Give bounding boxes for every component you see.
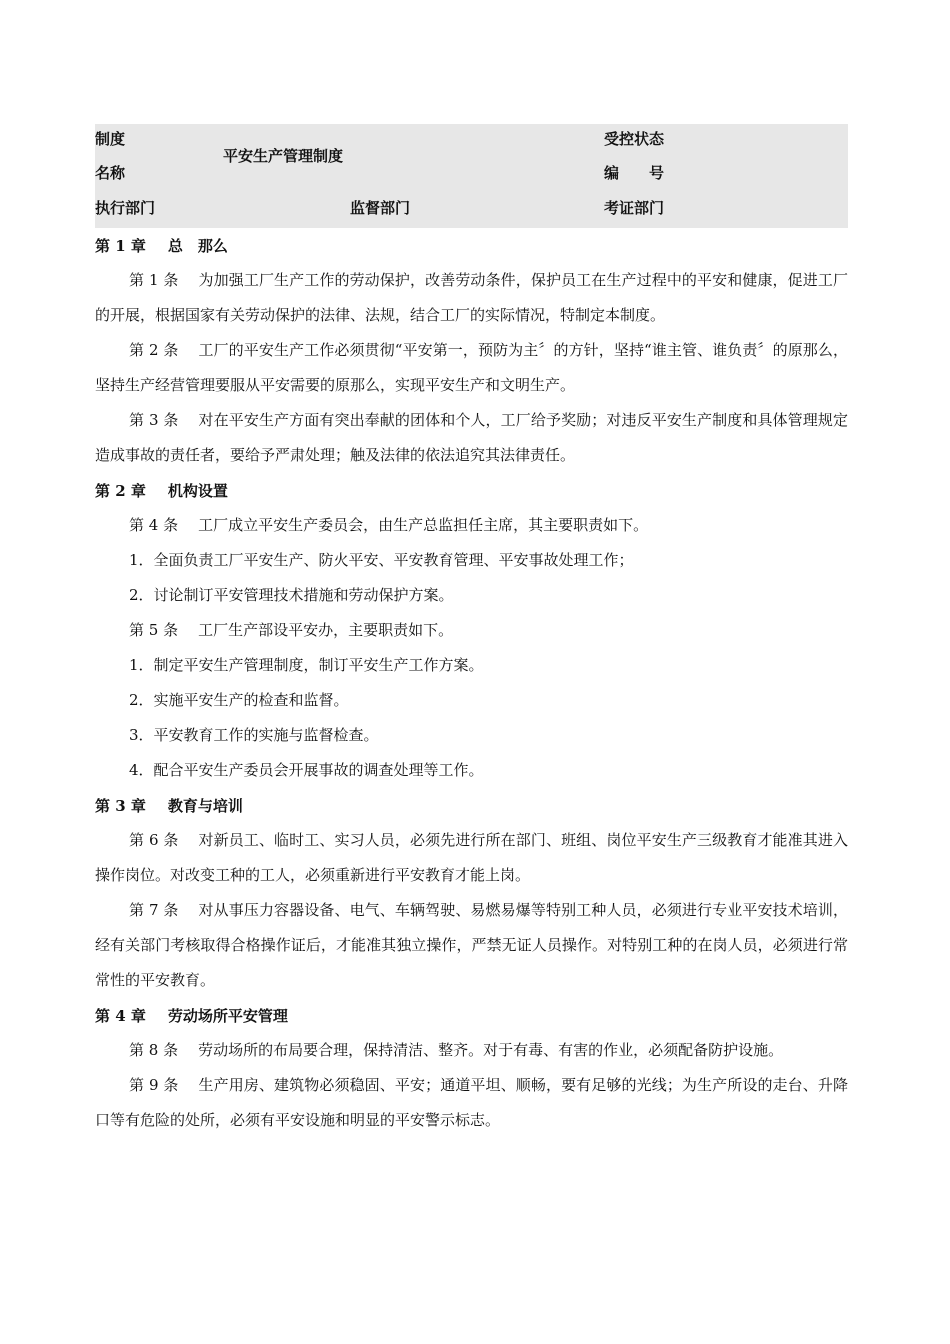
article — [95, 263, 848, 333]
cert-dept-label: 考证部门 — [604, 199, 665, 217]
chapter-heading — [95, 473, 848, 508]
article-number: 第 6 条 — [129, 831, 179, 849]
article-text: 对在平安生产方面有突出奉献的团体和个人，工厂给予奖励；对违反平安生产制度和具体管理规定造成事故的责任者，要给予严肃处理；触及法律的依法追究其法律责任。 — [95, 411, 848, 464]
chapter-title: 教育与培训 — [167, 796, 243, 815]
chapter-title: 机构设置 — [167, 481, 228, 500]
article-text: 对从事压力容器设备、电气、车辆驾驶、易燃易爆等特别工种人员，必须进行专业平安技术培训，经有关部门考核取得合格操作证后，才能准其独立操作，严禁无证人员操作。对特别工种的在岗人员，必须进行常常性的平安教育。 — [95, 901, 848, 989]
list-item: 1．制定平安生产管理制度，制订平安生产工作方案。 — [129, 656, 484, 674]
list-item: 1．全面负责工厂平安生产、防火平安、平安教育管理、平安事故处理工作； — [129, 551, 634, 569]
article-number: 第 9 条 — [129, 1076, 179, 1094]
chapter-heading — [95, 998, 848, 1033]
article-number: 第 5 条 — [129, 621, 179, 639]
article-text: 工厂的平安生产工作必须贯彻“平安第一，预防为主〞的方针，坚持“谁主管、谁负责〞的原那么，坚持生产经营管理要服从平安需要的原那么，实现平安生产和文明生产。 — [95, 341, 848, 394]
chapter-number: 第 4 章 — [95, 1006, 146, 1025]
header-table — [95, 124, 848, 228]
article — [95, 823, 848, 893]
chapter-number: 第 2 章 — [95, 481, 146, 500]
article — [95, 613, 848, 648]
article-text: 为加强工厂生产工作的劳动保护，改善劳动条件，保护员工在生产过程中的平安和健康，促进工厂的开展，根据国家有关劳动保护的法律、法规，结合工厂的实际情况，特制定本制度。 — [95, 271, 848, 324]
control-status-label: 受控状态 — [604, 130, 665, 148]
article — [95, 333, 848, 403]
article-text: 工厂成立平安生产委员会，由生产总监担任主席，其主要职责如下。 — [198, 516, 649, 534]
article-text: 工厂生产部设平安办，主要职责如下。 — [198, 621, 454, 639]
chapter-title: 劳动场所平安管理 — [167, 1006, 288, 1025]
chapter-title: 总 那么 — [167, 236, 228, 255]
chapter-number: 第 3 章 — [95, 796, 146, 815]
name-label-line2: 名称 — [95, 164, 126, 182]
chapter-heading — [95, 228, 848, 263]
document-title: 平安生产管理制度 — [223, 147, 344, 165]
list-item: 4．配合平安生产委员会开展事故的调查处理等工作。 — [129, 761, 484, 779]
article-number: 第 8 条 — [129, 1041, 179, 1059]
article-number: 第 2 条 — [129, 341, 179, 359]
document-page — [95, 124, 848, 1138]
list-item: 3．平安教育工作的实施与监督检查。 — [129, 726, 379, 744]
article — [95, 1068, 848, 1138]
article-text: 生产用房、建筑物必须稳固、平安；通道平坦、顺畅，要有足够的光线；为生产所设的走台、升降口等有危险的处所，必须有平安设施和明显的平安警示标志。 — [95, 1076, 848, 1129]
article — [95, 893, 848, 998]
article-text: 对新员工、临时工、实习人员，必须先进行所在部门、班组、岗位平安生产三级教育才能准其进入操作岗位。对改变工种的工人，必须重新进行平安教育才能上岗。 — [95, 831, 848, 884]
supervise-dept-label: 监督部门 — [350, 199, 411, 217]
exec-dept-label: 执行部门 — [95, 199, 156, 217]
number-label: 编 号 — [604, 164, 665, 182]
article-number: 第 3 条 — [129, 411, 179, 429]
article — [95, 1033, 848, 1068]
article — [95, 403, 848, 473]
chapter-number: 第 1 章 — [95, 236, 146, 255]
article-number: 第 1 条 — [129, 271, 179, 289]
name-label-line1: 制度 — [95, 130, 126, 148]
article — [95, 508, 848, 543]
article-number: 第 7 条 — [129, 901, 179, 919]
article-text: 劳动场所的布局要合理，保持清洁、整齐。对于有毒、有害的作业，必须配备防护设施。 — [198, 1041, 784, 1059]
chapter-heading — [95, 788, 848, 823]
article-number: 第 4 条 — [129, 516, 179, 534]
list-item: 2．实施平安生产的检查和监督。 — [129, 691, 349, 709]
list-item: 2．讨论制订平安管理技术措施和劳动保护方案。 — [129, 586, 454, 604]
